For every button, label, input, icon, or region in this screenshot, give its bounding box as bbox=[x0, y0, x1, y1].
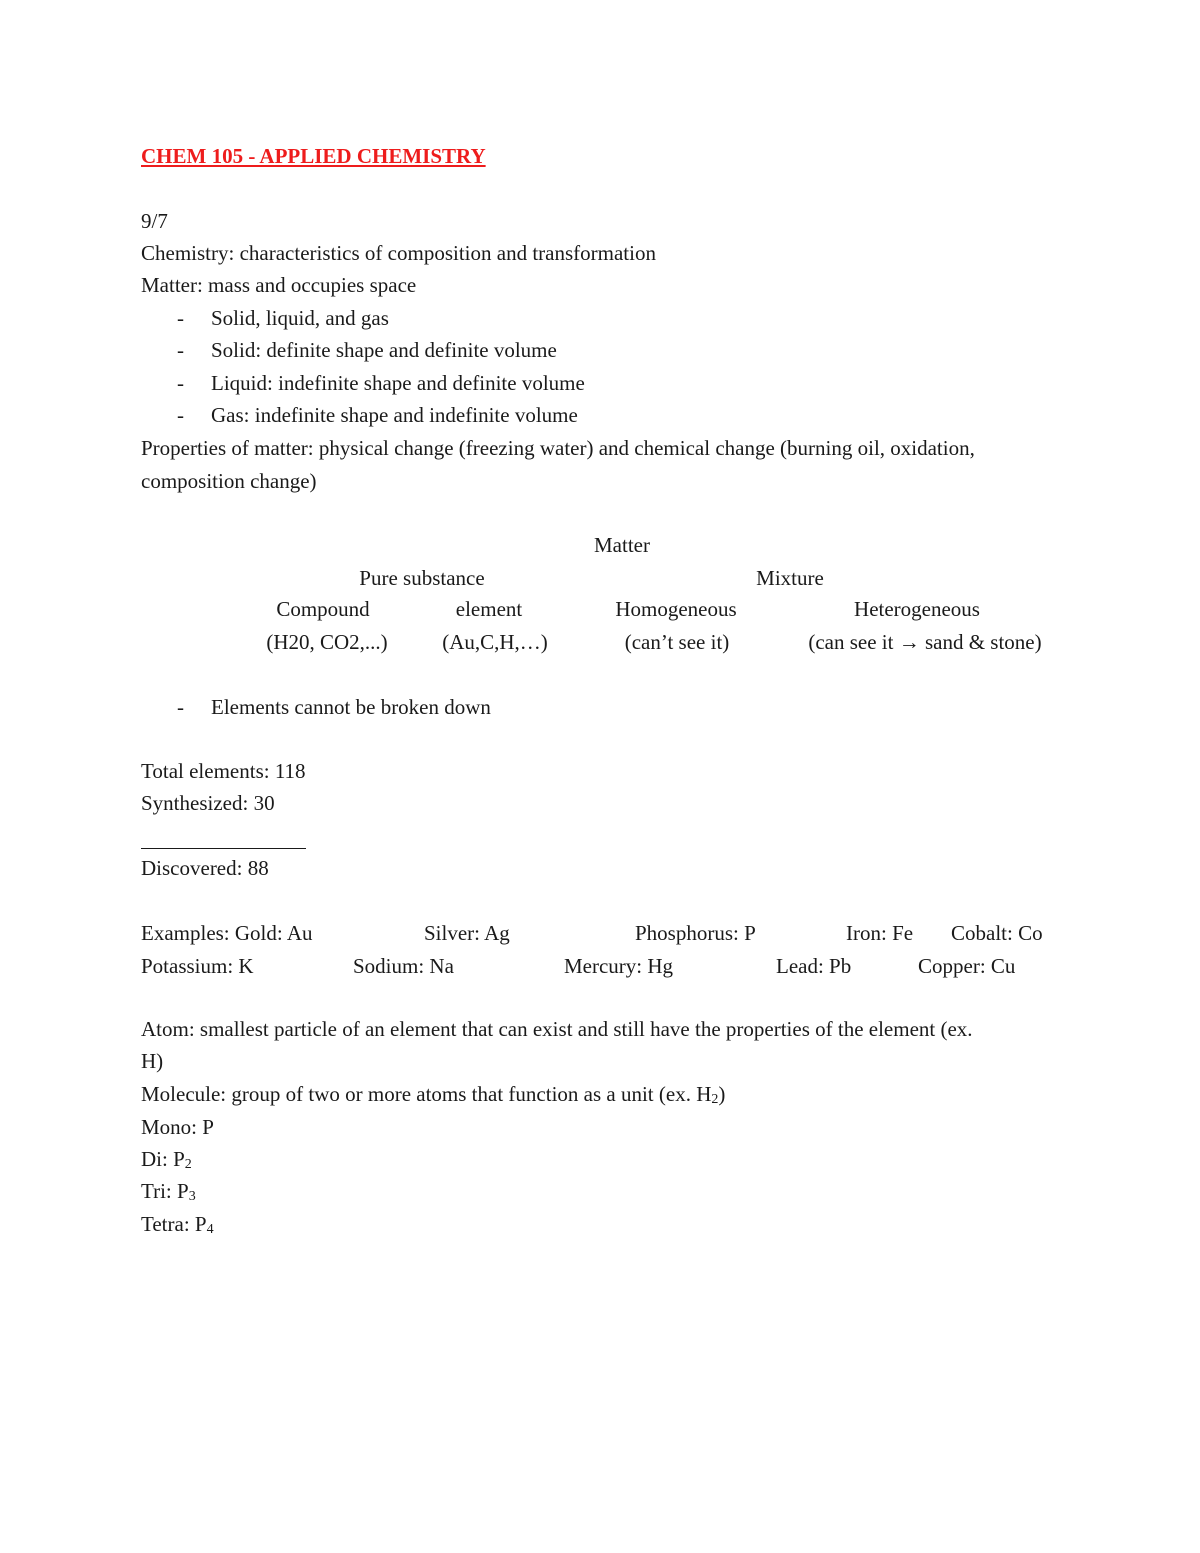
bullet-marker: - bbox=[177, 338, 184, 362]
tree-mixture: Mixture bbox=[756, 566, 824, 590]
atom-definition: Atom: smallest particle of an element that can exist and still have the properties of the element (ex. bbox=[141, 1017, 973, 1041]
prefix-label: Tetra: P bbox=[141, 1212, 207, 1236]
prefix-label: Mono: P bbox=[141, 1115, 214, 1139]
example-item: Lead: Pb bbox=[776, 954, 852, 978]
tree-element-examples: (Au,C,H,…) bbox=[442, 630, 548, 654]
bullet-marker: - bbox=[177, 403, 184, 427]
prefix-subscript: 2 bbox=[184, 1157, 192, 1172]
tree-compound: Compound bbox=[276, 597, 370, 621]
example-item: Silver: Ag bbox=[424, 921, 510, 945]
example-item: Phosphorus: P bbox=[635, 921, 756, 945]
prefix-subscript: 4 bbox=[206, 1222, 214, 1237]
prefix-label: Di: P bbox=[141, 1147, 185, 1171]
prefix-tetra bbox=[141, 1212, 214, 1242]
example-item: Cobalt: Co bbox=[951, 921, 1043, 945]
prefix-label: Tri: P bbox=[141, 1179, 189, 1203]
example-item: Mercury: Hg bbox=[564, 954, 674, 978]
bullet-marker: - bbox=[177, 306, 184, 330]
document-title: CHEM 105 - APPLIED CHEMISTRY bbox=[141, 144, 486, 168]
tree-root-matter: Matter bbox=[594, 533, 650, 557]
molecule-text: Molecule: group of two or more atoms that function as a unit (ex. H bbox=[141, 1082, 712, 1106]
bullet-item: Solid: definite shape and definite volume bbox=[211, 338, 557, 362]
molecule-suffix: ) bbox=[718, 1082, 726, 1106]
elements-bullet: Elements cannot be broken down bbox=[211, 695, 491, 719]
example-item: Sodium: Na bbox=[353, 954, 454, 978]
example-item: Potassium: K bbox=[141, 954, 254, 978]
matter-definition: Matter: mass and occupies space bbox=[141, 273, 417, 297]
molecule-definition bbox=[141, 1082, 725, 1112]
total-elements: Total elements: 118 bbox=[141, 759, 306, 783]
prefix-subscript: 3 bbox=[188, 1189, 196, 1204]
tree-homogeneous: Homogeneous bbox=[615, 597, 737, 621]
date-line: 9/7 bbox=[141, 209, 168, 233]
properties-line-continued: composition change) bbox=[141, 469, 317, 493]
bullet-marker: - bbox=[177, 695, 184, 719]
tree-compound-examples: (H20, CO2,...) bbox=[266, 630, 388, 654]
prefix-di bbox=[141, 1147, 192, 1177]
synthesized-count: Synthesized: 30 bbox=[141, 791, 275, 815]
bullet-marker: - bbox=[177, 371, 184, 395]
example-item: Examples: Gold: Au bbox=[141, 921, 313, 945]
prefix-tri bbox=[141, 1179, 196, 1209]
subtraction-rule bbox=[141, 848, 306, 849]
atom-definition-continued: H) bbox=[141, 1049, 164, 1073]
prefix-mono bbox=[141, 1115, 214, 1145]
bullet-item: Solid, liquid, and gas bbox=[211, 306, 389, 330]
chemistry-definition: Chemistry: characteristics of composition and transformation bbox=[141, 241, 656, 265]
example-item: Iron: Fe bbox=[846, 921, 914, 945]
tree-pure-substance: Pure substance bbox=[359, 566, 485, 590]
molecule-subscript: 2 bbox=[711, 1092, 719, 1107]
discovered-count: Discovered: 88 bbox=[141, 856, 269, 880]
bullet-item: Liquid: indefinite shape and definite volume bbox=[211, 371, 585, 395]
tree-element: element bbox=[455, 597, 523, 621]
example-item: Copper: Cu bbox=[918, 954, 1016, 978]
tree-homogeneous-examples: (can’t see it) bbox=[624, 630, 730, 654]
properties-line: Properties of matter: physical change (freezing water) and chemical change (burning oil, oxidation, bbox=[141, 436, 975, 460]
bullet-item: Gas: indefinite shape and indefinite volume bbox=[211, 403, 578, 427]
tree-heterogeneous: Heterogeneous bbox=[854, 597, 980, 621]
tree-heterogeneous-examples: (can see it → sand & stone) bbox=[808, 630, 1042, 654]
